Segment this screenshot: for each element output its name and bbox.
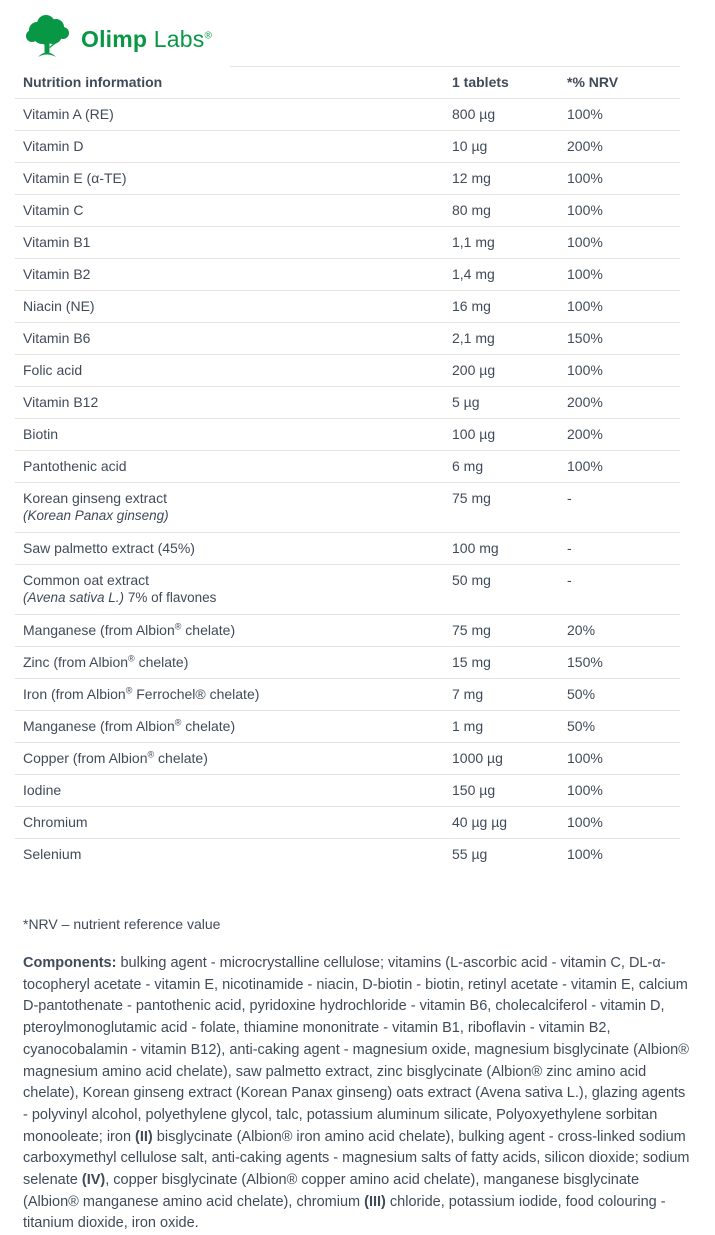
nutrient-nrv-percent: 100% <box>567 170 603 186</box>
table-row <box>15 291 680 323</box>
header-amount-per-tablet: 1 tablets <box>452 74 509 90</box>
nutrient-amount: 16 mg <box>452 298 491 314</box>
nutrient-amount: 40 µg µg <box>452 814 508 830</box>
nutrient-amount: 12 mg <box>452 170 491 186</box>
nutrient-amount: 100 mg <box>452 540 499 556</box>
brand-name <box>81 26 212 53</box>
header-nrv-percent: *% NRV <box>567 74 619 90</box>
nutrient-nrv-percent: - <box>567 540 572 556</box>
nutrient-nrv-percent: 200% <box>567 138 603 154</box>
nutrient-amount: 1 mg <box>452 718 484 734</box>
nutrient-nrv-percent: 150% <box>567 654 603 670</box>
nutrient-name: Biotin <box>23 426 59 442</box>
nutrient-name: Vitamin C <box>23 202 84 218</box>
nutrient-amount: 2,1 mg <box>452 330 495 346</box>
nutrient-name: Common oat extract (Avena sativa L.) 7% of flavones <box>15 572 452 606</box>
olimp-labs-logo <box>0 0 715 64</box>
nutrient-nrv-percent: 100% <box>567 298 603 314</box>
nutrient-amount: 10 µg <box>452 138 488 154</box>
table-row <box>15 387 680 419</box>
table-row <box>15 163 680 195</box>
table-row <box>15 615 680 647</box>
nutrient-name: Folic acid <box>23 362 83 378</box>
nutrient-name: Vitamin B1 <box>23 234 91 250</box>
table-row <box>15 647 680 679</box>
table-row <box>15 711 680 743</box>
nutrient-amount: 75 mg <box>452 622 491 638</box>
nutrient-amount: 1000 µg <box>452 750 503 766</box>
nutrient-name: Vitamin E (α-TE) <box>23 170 127 186</box>
nutrient-name: Manganese (from Albion® chelate) <box>23 621 236 638</box>
nutrient-amount: 7 mg <box>452 686 484 702</box>
table-row <box>15 483 680 533</box>
nutrient-amount: 15 mg <box>452 654 491 670</box>
table-row <box>15 323 680 355</box>
table-row <box>15 775 680 807</box>
nutrient-name: Selenium <box>23 846 82 862</box>
nutrient-name: Chromium <box>23 814 88 830</box>
nutrient-amount: 5 µg <box>452 394 480 410</box>
nutrient-nrv-percent: 100% <box>567 234 603 250</box>
nutrient-nrv-percent: 100% <box>567 202 603 218</box>
nutrient-nrv-percent: 100% <box>567 814 603 830</box>
table-row <box>15 99 680 131</box>
nutrient-name: Saw palmetto extract (45%) <box>23 540 195 556</box>
table-row <box>15 839 680 870</box>
nutrient-name: Vitamin B2 <box>23 266 91 282</box>
nutrient-nrv-percent: 50% <box>567 718 596 734</box>
nutrient-name: Manganese (from Albion® chelate) <box>23 717 236 734</box>
brand-word-olimp: Olimp <box>81 25 148 52</box>
nutrient-nrv-percent: 100% <box>567 750 603 766</box>
nutrient-amount: 200 µg <box>452 362 496 378</box>
table-row <box>15 451 680 483</box>
nutrient-name: Pantothenic acid <box>23 458 127 474</box>
nutrient-nrv-percent: 20% <box>567 622 596 638</box>
nutrient-amount: 100 µg <box>452 426 496 442</box>
nutrient-nrv-percent: 100% <box>567 846 603 862</box>
nutrient-name: Vitamin A (RE) <box>23 106 114 122</box>
nutrient-amount: 80 mg <box>452 202 491 218</box>
table-row <box>15 533 680 565</box>
nutrient-name: Iodine <box>23 782 62 798</box>
nutrient-name: Iron (from Albion® Ferrochel® chelate) <box>23 685 260 702</box>
components-paragraph: Components: bulking agent - microcrystalline cellulose; vitamins (L-ascorbic acid - vitamin C, DL-α-tocopheryl acetate - vitamin E, nicotinamide - niacin, D-biotin - biotin, retinyl acetate - vitamin E, calcium D-pantothenate - pantothenic acid, pyridoxine hydrochloride - vitamin B6, cholecalciferol - vitamin D, pteroylmonoglutamic acid - folate, thiamine mononitrate - vitamin B1, riboflavin - vitamin B2, cyanocobalamin - vitamin B12), anti-caking agent - magnesium oxide, magnesium bisglycinate (Albion® magnesium amino acid chelate), saw palmetto extract, zinc bisglycinate (Albion® zinc amino acid chelate), Korean ginseng extract (Korean Panax ginseng) oats extract (Avena sativa L.), glazing agents - polyvinyl alcohol, polyethylene glycol, talc, potassium aluminum silicate, Polyoxyethylene sorbitan monooleate; iron (II) bisglycinate (Albion® iron amino acid chelate), bulking agent - cross-linked sodium carboxymethyl cellulose salt, anti-caking agents - magnesium salts of fatty acids, silicon dioxide; sodium selenate (IV), copper bisglycinate (Albion® copper amino acid chelate), manganese bisglycinate (Albion® manganese amino acid chelate), chromium (III) chloride, potassium iodide, food colouring - titanium dioxide, iron oxide. <box>23 955 690 1232</box>
table-row <box>15 679 680 711</box>
table-row <box>15 807 680 839</box>
header-nutrition-information: Nutrition information <box>23 74 163 90</box>
nutrient-name: Vitamin B6 <box>23 330 91 346</box>
table-row <box>15 227 680 259</box>
nutrient-nrv-percent: 150% <box>567 330 603 346</box>
nutrient-nrv-percent: 100% <box>567 458 603 474</box>
nutrient-name: Korean ginseng extract (Korean Panax ginseng) <box>15 490 452 524</box>
nutrient-name: Niacin (NE) <box>23 298 95 314</box>
nutrient-amount: 150 µg <box>452 782 496 798</box>
table-row <box>15 259 680 291</box>
nutrient-nrv-percent: 100% <box>567 106 603 122</box>
table-row <box>15 195 680 227</box>
nutrient-nrv-percent: - <box>567 572 572 588</box>
nrv-footnote: *NRV – nutrient reference value <box>23 916 221 932</box>
table-row <box>15 131 680 163</box>
nutrient-nrv-percent: - <box>567 490 572 506</box>
brand-word-labs: Labs <box>153 25 205 52</box>
nutrient-name: Vitamin B12 <box>23 394 99 410</box>
table-row <box>15 419 680 451</box>
nutrient-nrv-percent: 200% <box>567 394 603 410</box>
nutrient-amount: 55 µg <box>452 846 488 862</box>
nutrient-nrv-percent: 100% <box>567 266 603 282</box>
tree-icon <box>24 14 72 65</box>
table-header-row <box>15 67 680 99</box>
nutrient-nrv-percent: 200% <box>567 426 603 442</box>
nutrient-amount: 6 mg <box>452 458 484 474</box>
nutrient-amount: 75 mg <box>452 490 491 506</box>
table-row <box>15 565 680 615</box>
nutrient-nrv-percent: 100% <box>567 782 603 798</box>
nutrient-amount: 800 µg <box>452 106 496 122</box>
nutrient-name-subline: (Avena sativa L.) 7% of flavones <box>23 590 217 605</box>
nutrient-name-subline: (Korean Panax ginseng) <box>23 508 169 523</box>
nutrient-amount: 1,1 mg <box>452 234 495 250</box>
nutrient-name: Zinc (from Albion® chelate) <box>23 653 189 670</box>
nutrient-amount: 50 mg <box>452 572 491 588</box>
nutrient-name: Copper (from Albion® chelate) <box>23 749 208 766</box>
table-row <box>15 355 680 387</box>
registered-trademark-symbol: ® <box>204 29 213 41</box>
nutrient-nrv-percent: 50% <box>567 686 596 702</box>
nutrition-table <box>15 66 680 870</box>
nutrient-amount: 1,4 mg <box>452 266 495 282</box>
table-row <box>15 743 680 775</box>
table-body <box>15 99 680 870</box>
nutrient-name: Vitamin D <box>23 138 84 154</box>
nutrient-nrv-percent: 100% <box>567 362 603 378</box>
